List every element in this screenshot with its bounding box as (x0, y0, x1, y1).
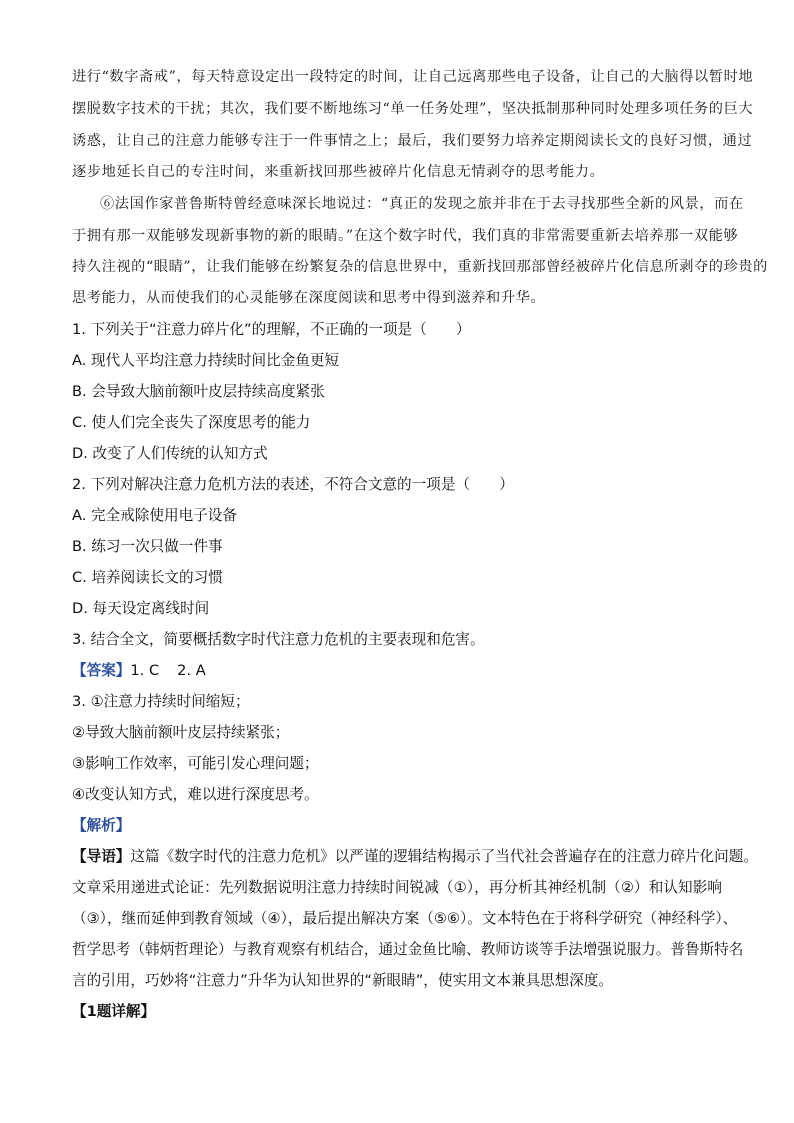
question-1-option-c: C. 使人们完全丧失了深度思考的能力 (72, 414, 311, 431)
guide-line: 言的引用，巧妙将“注意力”升华为认知世界的“新眼睛”，使实用文本兼具思想深度。 (72, 972, 614, 989)
question-2-option-c: C. 培养阅读长文的习惯 (72, 569, 223, 586)
answer-3-line: ④改变认知方式，难以进行深度思考。 (72, 786, 319, 803)
guide-line: 哲学思考（韩炳哲理论）与教育观察有机结合，通过金鱼比喻、教师访谈等手法增强说服力。普鲁斯特名 (72, 941, 744, 958)
question-1-option-b: B. 会导致大脑前额叶皮层持续高度紧张 (72, 383, 325, 400)
passage-line: 摆脱数字技术的干扰；其次，我们要不断地练习“单一任务处理”，坚决抵制那种同时处理多项任务的巨大 (72, 101, 754, 117)
guide-line: （③），继而延伸到教育领域（④），最后提出解决方案（⑤⑥）。文本特色在于将科学研究（神经科学）、 (72, 910, 738, 927)
question-2-stem: 2. 下列对解决注意力危机方法的表述，不符合文意的一项是（ ） (72, 476, 514, 493)
guide-text: 这篇《数字时代的注意力危机》以严谨的逻辑结构揭示了当代社会普遍存在的注意力碎片化问题。 (130, 848, 758, 865)
question-3-stem: 3. 结合全文，简要概括数字时代注意力危机的主要表现和危害。 (72, 631, 485, 648)
detail-label: 【1题详解】 (72, 1003, 156, 1020)
passage-line: 进行“数字斋戒”，每天特意设定出一段特定的时间，让自己远离那些电子设备，让自己的大脑得以暂时地 (72, 69, 754, 85)
answer-2: 2. A (177, 662, 206, 679)
answer-3-line: 3. ①注意力持续时间缩短； (72, 693, 250, 710)
passage-line: 于拥有那一双能够发现新事物的新的眼睛。”在这个数字时代，我们真的非常需要重新去培养那一双能够 (72, 228, 739, 244)
passage-line: ⑥法国作家普鲁斯特曾经意味深长地说过：“真正的发现之旅并非在于去寻找那些全新的风景，而在 (100, 196, 744, 212)
analysis-label: 【解析】 (72, 817, 131, 834)
question-2-option-d: D. 每天设定离线时间 (72, 600, 210, 617)
passage-line: 持久注视的“眼睛”，让我们能够在纷繁复杂的信息世界中，重新找回那部曾经被碎片化信息所剥夺的珍贵的 (72, 259, 768, 275)
answer-3-line: ②导致大脑前额叶皮层持续紧张； (72, 724, 290, 741)
question-1-option-d: D. 改变了人们传统的认知方式 (72, 445, 268, 462)
passage-line: 诱惑，让自己的注意力能够专注于一件事情之上；最后，我们要努力培养定期阅读长文的良好习惯，通过 (72, 133, 753, 149)
answer-1: 1. C (130, 662, 160, 679)
question-1-option-a: A. 现代人平均注意力持续时间比金鱼更短 (72, 352, 340, 369)
answer-label: 【答案】 (72, 662, 131, 679)
question-2-option-a: A. 完全戒除使用电子设备 (72, 507, 237, 524)
guide-label: 【导语】 (72, 848, 131, 865)
answer-3-line: ③影响工作效率，可能引发心理问题； (72, 755, 319, 772)
guide-line (72, 846, 758, 868)
question-1-stem: 1. 下列关于“注意力碎片化”的理解，不正确的一项是（ ） (72, 321, 471, 338)
passage-line: 思考能力，从而使我们的心灵能够在深度阅读和思考中得到滋养和升华。 (72, 290, 546, 306)
question-2-option-b: B. 练习一次只做一件事 (72, 538, 223, 555)
passage-line: 逐步地延长自己的专注时间，来重新找回那些被碎片化信息无情剥夺的思考能力。 (72, 164, 605, 180)
answer-row (72, 660, 206, 682)
guide-line: 文章采用递进式论证：先列数据说明注意力持续时间锐减（①），再分析其神经机制（②）和认知影响 (72, 879, 722, 896)
